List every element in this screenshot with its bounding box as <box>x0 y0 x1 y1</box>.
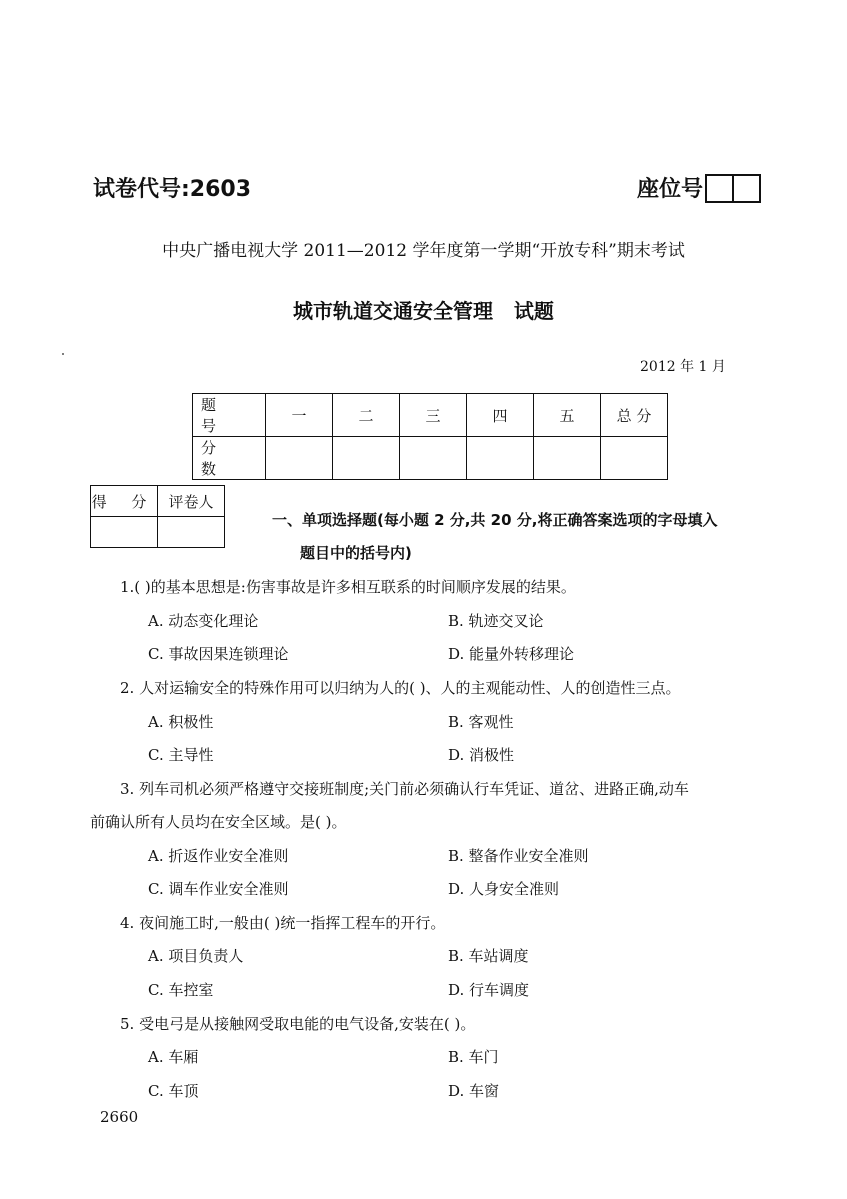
option-c[interactable]: C. 车顶 <box>148 1082 199 1100</box>
score-column-header: 四 <box>467 394 534 437</box>
option-d[interactable]: D. 消极性 <box>448 746 515 764</box>
option-a[interactable]: A. 积极性 <box>148 713 214 731</box>
score-column-header: 二 <box>333 394 400 437</box>
option-d[interactable]: D. 行车调度 <box>448 981 530 999</box>
score-table-row-label: 分 数 <box>193 437 266 480</box>
seat-number-box[interactable] <box>705 174 761 203</box>
option-b[interactable]: B. 客观性 <box>448 713 514 731</box>
option-a[interactable]: A. 动态变化理论 <box>148 612 259 630</box>
grader-table-value-row <box>91 517 225 548</box>
score-column-header: 五 <box>534 394 601 437</box>
option-b[interactable]: B. 车站调度 <box>448 947 529 965</box>
question-stem: 3. 列车司机必须严格遵守交接班制度;关门前必须确认行车凭证、道岔、进路正确,动车 <box>120 780 689 798</box>
option-c[interactable]: C. 事故因果连锁理论 <box>148 645 289 663</box>
seat-number <box>637 172 761 203</box>
score-cell[interactable] <box>534 437 601 480</box>
score-column-header: 总 分 <box>601 394 668 437</box>
seat-box-cell[interactable] <box>732 176 759 201</box>
option-c[interactable]: C. 调车作业安全准则 <box>148 880 289 898</box>
score-column-header: 三 <box>400 394 467 437</box>
option-b[interactable]: B. 整备作业安全准则 <box>448 847 589 865</box>
question-stem-continued: 前确认所有人员均在安全区域。是( )。 <box>90 813 347 831</box>
option-a[interactable]: A. 折返作业安全准则 <box>148 847 289 865</box>
score-cell[interactable] <box>467 437 534 480</box>
section-score-cell[interactable] <box>91 517 158 548</box>
score-table <box>192 393 668 480</box>
score-table-row-label: 题 号 <box>193 394 266 437</box>
option-d[interactable]: D. 能量外转移理论 <box>448 645 575 663</box>
option-d[interactable]: D. 人身安全准则 <box>448 880 560 898</box>
score-cell[interactable] <box>266 437 333 480</box>
score-cell[interactable] <box>333 437 400 480</box>
option-d[interactable]: D. 车窗 <box>448 1082 500 1100</box>
option-a[interactable]: A. 车厢 <box>148 1048 199 1066</box>
score-cell[interactable] <box>601 437 668 480</box>
question-stem: 4. 夜间施工时,一般由( )统一指挥工程车的开行。 <box>120 914 446 932</box>
grader-signature-cell[interactable] <box>158 517 225 548</box>
question-stem: 5. 受电弓是从接触网受取电能的电气设备,安装在( )。 <box>120 1015 476 1033</box>
option-b[interactable]: B. 轨迹交叉论 <box>448 612 544 630</box>
paper-code: 试卷代号:2603 <box>93 177 252 202</box>
exam-date: 2012 年 1 月 <box>640 359 726 375</box>
grader-table <box>90 485 225 548</box>
exam-header: 中央广播电视大学 2011—2012 学年度第一学期“开放专科”期末考试 <box>162 241 685 261</box>
section-title-continued: 题目中的括号内) <box>300 544 412 562</box>
score-cell[interactable] <box>400 437 467 480</box>
score-column-header: 一 <box>266 394 333 437</box>
page-code: 2660 <box>100 1108 139 1126</box>
grader-label: 评卷人 <box>158 486 225 517</box>
option-b[interactable]: B. 车门 <box>448 1048 499 1066</box>
score-label: 得 分 <box>91 486 158 517</box>
seat-box-cell[interactable] <box>707 176 732 201</box>
question-stem: 1.( )的基本思想是:伤害事故是许多相互联系的时间顺序发展的结果。 <box>120 578 576 596</box>
scan-speck <box>62 353 64 355</box>
section-title: 一、单项选择题(每小题 2 分,共 20 分,将正确答案选项的字母填入 <box>272 511 718 529</box>
score-table-value-row <box>193 437 668 480</box>
exam-title: 城市轨道交通安全管理 试题 <box>293 299 554 323</box>
option-c[interactable]: C. 车控室 <box>148 981 214 999</box>
option-a[interactable]: A. 项目负责人 <box>148 947 244 965</box>
option-c[interactable]: C. 主导性 <box>148 746 214 764</box>
score-table-header-row <box>193 394 668 437</box>
question-stem: 2. 人对运输安全的特殊作用可以归纳为人的( )、人的主观能动性、人的创造性三点。 <box>120 679 681 697</box>
grader-table-header-row <box>91 486 225 517</box>
seat-label: 座位号 <box>637 177 704 202</box>
